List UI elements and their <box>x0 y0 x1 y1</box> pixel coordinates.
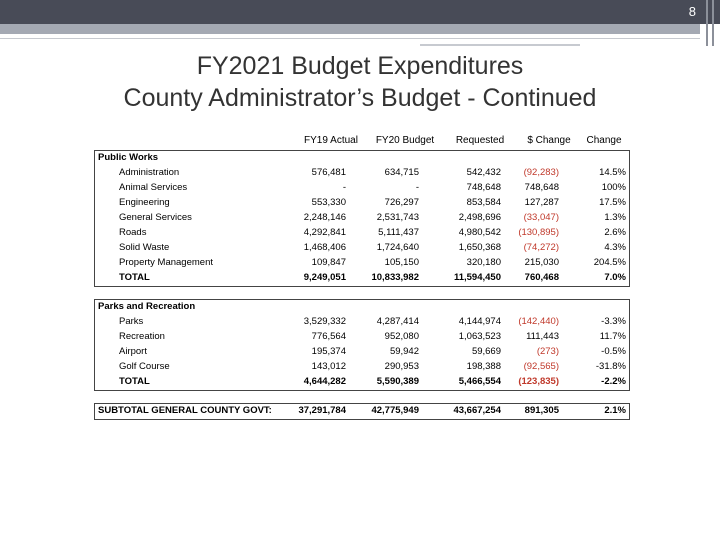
col-dollar-change: $ Change <box>527 135 571 146</box>
pct-change-value: 100% <box>601 182 626 193</box>
dollar-change-value: (142,440) <box>518 316 559 327</box>
row-name: Golf Course <box>119 361 170 372</box>
pct-change-value: 17.5% <box>599 197 626 208</box>
slide-number: 8 <box>688 4 696 19</box>
fy19-value: 3,529,332 <box>303 316 346 327</box>
requested-value: 5,466,554 <box>458 376 501 387</box>
row-name: Property Management <box>119 257 213 268</box>
dollar-change-value: (123,835) <box>518 376 559 387</box>
row-name: Parks <box>119 316 144 327</box>
fy19-value: 4,644,282 <box>303 376 346 387</box>
dollar-change-value: (130,895) <box>518 227 559 238</box>
row-name: Airport <box>119 346 147 357</box>
requested-value: 43,667,254 <box>453 405 501 416</box>
fy19-value: 37,291,784 <box>298 405 346 416</box>
row-name: Solid Waste <box>119 242 170 253</box>
dollar-change-value: 748,648 <box>524 182 559 193</box>
requested-value: 320,180 <box>466 257 501 268</box>
dollar-change-value: (92,283) <box>523 167 559 178</box>
rule-line <box>0 38 700 39</box>
fy19-value: 195,374 <box>311 346 346 357</box>
title-line-2: County Administrator’s Budget - Continued <box>123 84 597 112</box>
col-fy19: FY19 Actual <box>304 135 358 146</box>
pct-change-value: 2.1% <box>604 405 626 416</box>
table-row <box>95 330 629 345</box>
row-name: Animal Services <box>119 182 188 193</box>
dollar-change-value: 215,030 <box>524 257 559 268</box>
fy19-value: - <box>342 182 346 193</box>
dollar-change-value: 760,468 <box>524 272 559 283</box>
requested-value: 4,144,974 <box>458 316 501 327</box>
fy19-value: 1,468,406 <box>303 242 346 253</box>
pct-change-value: 14.5% <box>599 167 626 178</box>
fy19-value: 143,012 <box>311 361 346 372</box>
rule-line-short <box>420 44 580 46</box>
dollar-change-value: (92,565) <box>523 361 559 372</box>
fy20-value: 42,775,949 <box>371 405 419 416</box>
dollar-change-value: (33,047) <box>523 212 559 223</box>
table-row <box>95 226 629 241</box>
requested-value: 4,980,542 <box>458 227 501 238</box>
fy20-value: 290,953 <box>384 361 419 372</box>
fy19-value: 4,292,841 <box>303 227 346 238</box>
dollar-change-value: 111,443 <box>526 331 559 342</box>
table-row <box>95 360 629 375</box>
col-pct-change: Change <box>586 135 622 146</box>
section-header <box>95 300 629 315</box>
pct-change-value: 7.0% <box>604 272 626 283</box>
table-row <box>95 166 629 181</box>
pct-change-value: -31.8% <box>595 361 626 372</box>
dollar-change-value: (74,272) <box>523 242 559 253</box>
fy19-value: 776,564 <box>311 331 346 342</box>
budget-table <box>94 132 630 420</box>
fy20-value: 5,111,437 <box>378 227 419 238</box>
row-name: SUBTOTAL GENERAL COUNTY GOVT: <box>98 405 272 416</box>
row-name: TOTAL <box>119 376 150 387</box>
row-name: Recreation <box>119 331 165 342</box>
section-header <box>95 151 629 166</box>
pct-change-value: 2.6% <box>604 227 626 238</box>
fy19-value: 553,330 <box>311 197 346 208</box>
public-works-section <box>94 150 630 287</box>
requested-value: 853,584 <box>466 197 501 208</box>
table-row <box>95 181 629 196</box>
fy19-value: 2,248,146 <box>303 212 346 223</box>
table-row <box>95 196 629 211</box>
fy20-value: 952,080 <box>384 331 419 342</box>
fy20-value: 105,150 <box>384 257 419 268</box>
fy20-value: 10,833,982 <box>371 272 419 283</box>
parks-section <box>94 299 630 391</box>
fy20-value: 59,942 <box>389 346 419 357</box>
requested-value: 748,648 <box>466 182 501 193</box>
pct-change-value: -3.3% <box>601 316 626 327</box>
row-name: Engineering <box>119 197 170 208</box>
fy20-value: 4,287,414 <box>376 316 419 327</box>
row-name: General Services <box>119 212 192 223</box>
slide-top-bar <box>0 0 720 24</box>
row-name: Roads <box>119 227 147 238</box>
table-row <box>95 315 629 330</box>
requested-value: 198,388 <box>466 361 501 372</box>
pct-change-value: 11.7% <box>599 331 626 342</box>
dollar-change-value: 127,287 <box>524 197 559 208</box>
table-row <box>95 211 629 226</box>
subtotal-section <box>94 403 630 420</box>
row-name: TOTAL <box>119 272 150 283</box>
fy19-value: 576,481 <box>311 167 346 178</box>
fy20-value: 1,724,640 <box>376 242 419 253</box>
total-row <box>95 271 629 286</box>
section-title: Parks and Recreation <box>98 301 196 312</box>
accent-band <box>0 24 700 34</box>
requested-value: 59,669 <box>471 346 501 357</box>
column-headers <box>94 132 630 150</box>
dollar-change-value: (273) <box>536 346 559 357</box>
pct-change-value: 204.5% <box>593 257 626 268</box>
requested-value: 542,432 <box>466 167 501 178</box>
fy19-value: 9,249,051 <box>303 272 346 283</box>
pct-change-value: 4.3% <box>604 242 626 253</box>
pct-change-value: -0.5% <box>601 346 626 357</box>
subtotal-row <box>95 404 629 419</box>
vertical-rule <box>712 0 714 46</box>
fy20-value: 726,297 <box>384 197 419 208</box>
pct-change-value: -2.2% <box>601 376 626 387</box>
col-fy20: FY20 Budget <box>375 135 435 146</box>
fy20-value: - <box>415 182 419 193</box>
pct-change-value: 1.3% <box>604 212 626 223</box>
fy20-value: 5,590,389 <box>376 376 419 387</box>
vertical-rule <box>706 0 708 46</box>
table-row <box>95 241 629 256</box>
requested-value: 1,063,523 <box>458 331 501 342</box>
slide-title <box>0 50 720 114</box>
fy19-value: 109,847 <box>311 257 346 268</box>
table-row <box>95 345 629 360</box>
total-row <box>95 375 629 390</box>
fy20-value: 2,531,743 <box>376 212 419 223</box>
title-line-1: FY2021 Budget Expenditures <box>196 52 524 80</box>
dollar-change-value: 891,305 <box>524 405 559 416</box>
col-requested: Requested <box>455 135 505 146</box>
requested-value: 2,498,696 <box>458 212 501 223</box>
section-title: Public Works <box>98 152 159 163</box>
requested-value: 11,594,450 <box>453 272 501 283</box>
table-row <box>95 256 629 271</box>
requested-value: 1,650,368 <box>458 242 501 253</box>
row-name: Administration <box>119 167 180 178</box>
fy20-value: 634,715 <box>384 167 419 178</box>
